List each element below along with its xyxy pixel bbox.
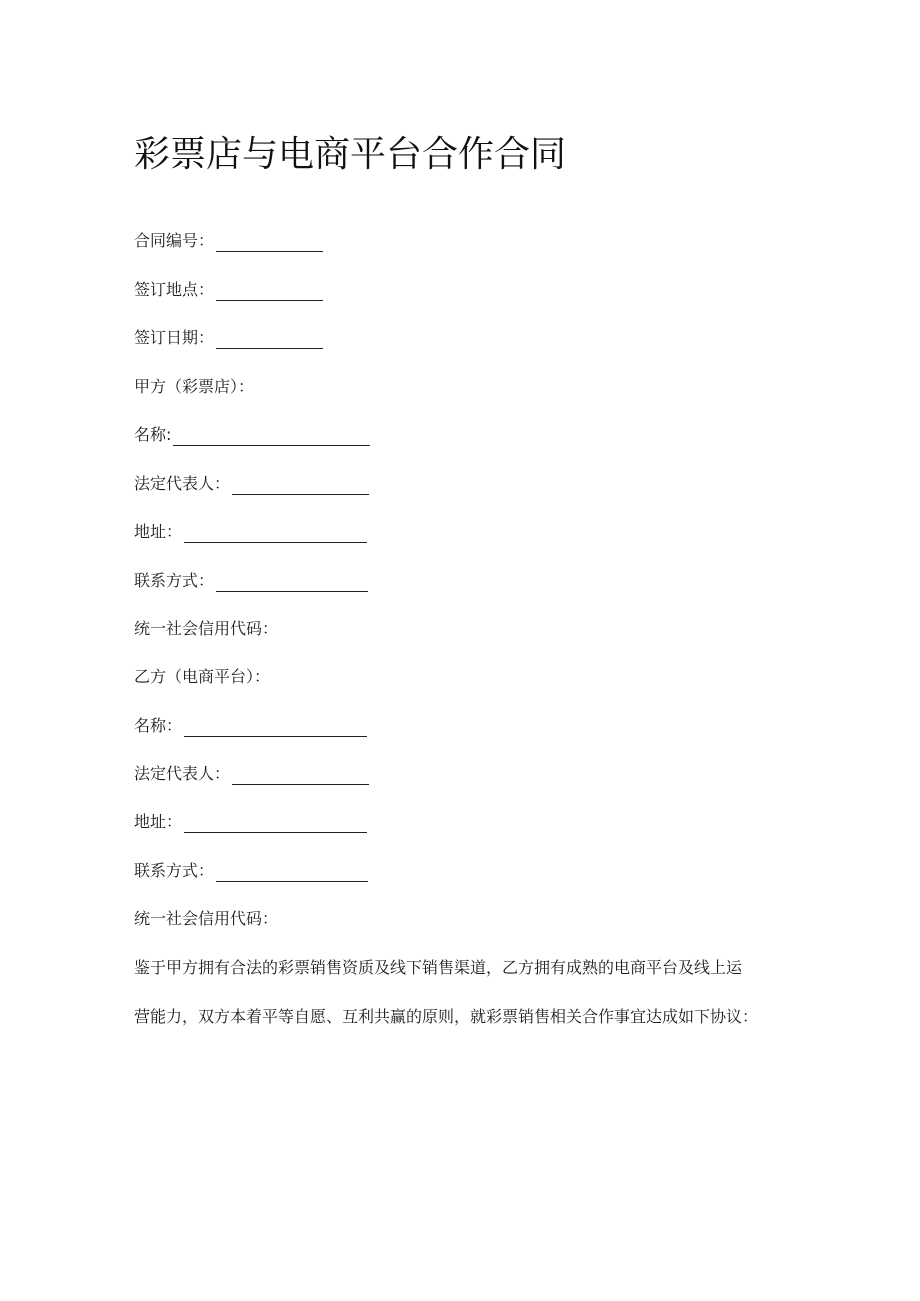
- party-b-legal-rep-blank[interactable]: [232, 767, 369, 785]
- party-b-contact-blank[interactable]: [216, 864, 368, 882]
- field-label: 地址：: [134, 522, 183, 541]
- party-b-legal-rep-field: [134, 763, 369, 785]
- field-label: 法定代表人：: [134, 474, 231, 493]
- party-b-address-blank[interactable]: [184, 815, 367, 833]
- party-a-legal-rep-field: [134, 473, 369, 495]
- field-label: 签订地点：: [134, 280, 215, 299]
- party-b-name-blank[interactable]: [184, 719, 367, 737]
- party-a-credit-code-field: [134, 618, 278, 640]
- party-a-address-blank[interactable]: [184, 525, 367, 543]
- party-a-name-field: [134, 424, 370, 446]
- party-b-heading: [134, 666, 270, 688]
- party-a-heading: [134, 376, 254, 398]
- preamble-paragraph: [134, 944, 794, 1041]
- contract-title: 彩票店与电商平台合作合同: [134, 134, 567, 175]
- party-b-address-field: [134, 811, 367, 833]
- party-b-name-field: [134, 715, 367, 737]
- field-label: 名称：: [134, 716, 183, 735]
- field-label: 地址：: [134, 812, 183, 831]
- party-a-legal-rep-blank[interactable]: [232, 477, 369, 495]
- party-a-address-field: [134, 521, 367, 543]
- signing-location-field: [134, 279, 323, 301]
- field-label: 名称:: [134, 425, 172, 444]
- signing-location-blank[interactable]: [216, 283, 323, 301]
- field-label: 联系方式：: [134, 571, 215, 590]
- party-b-credit-code-field: [134, 908, 278, 930]
- signing-date-field: [134, 327, 323, 349]
- preamble-line: 营能力，双方本着平等自愿、互利共赢的原则，就彩票销售相关合作事宜达成如下协议：: [134, 1006, 759, 1026]
- party-a-name-blank[interactable]: [173, 428, 370, 446]
- signing-date-blank[interactable]: [216, 331, 323, 349]
- field-label: 联系方式：: [134, 861, 215, 880]
- field-label: 统一社会信用代码：: [134, 909, 279, 928]
- party-a-contact-blank[interactable]: [216, 574, 368, 592]
- party-b-heading-text: 乙方（电商平台）：: [134, 667, 271, 686]
- contract-number-blank[interactable]: [216, 234, 323, 252]
- field-label: 签订日期：: [134, 328, 215, 347]
- party-a-heading-text: 甲方（彩票店）：: [134, 377, 255, 396]
- contract-number-field: [134, 230, 323, 252]
- party-b-contact-field: [134, 860, 368, 882]
- field-label: 法定代表人：: [134, 764, 231, 783]
- field-label: 统一社会信用代码：: [134, 619, 279, 638]
- field-label: 合同编号：: [134, 231, 215, 250]
- preamble-line: 鉴于甲方拥有合法的彩票销售资质及线下销售渠道，乙方拥有成熟的电商平台及线上运: [134, 958, 743, 977]
- party-a-contact-field: [134, 570, 368, 592]
